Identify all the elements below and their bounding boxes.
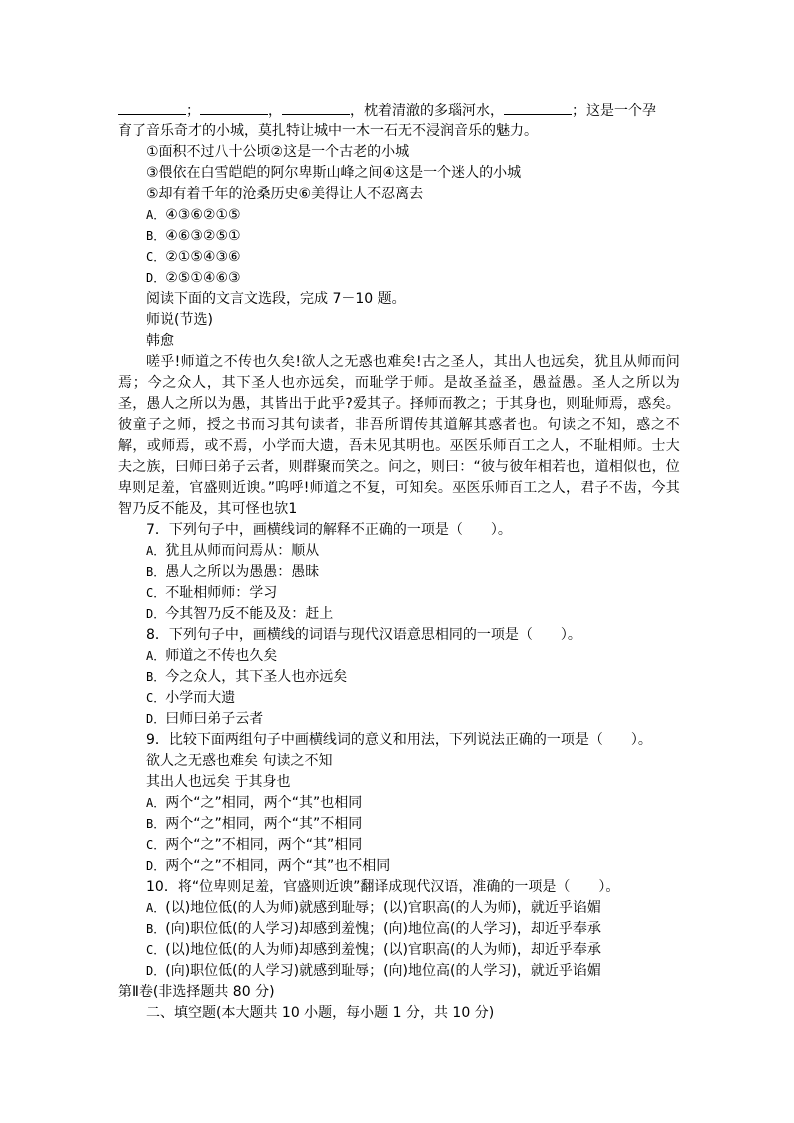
option-text: ④⑥③②⑤① bbox=[165, 228, 241, 244]
option-letter: C． bbox=[146, 586, 166, 600]
option-text: 曰师曰弟子云者 bbox=[165, 711, 264, 727]
option-letter: D． bbox=[146, 964, 166, 978]
option-letter: B． bbox=[146, 229, 166, 243]
q6-item-line: ③偎依在白雪皑皑的阿尔卑斯山峰之间④这是一个迷人的小城 bbox=[146, 165, 522, 181]
option-letter: A． bbox=[146, 544, 166, 558]
option-letter: B． bbox=[146, 670, 166, 684]
option-text: ②⑤①④⑥③ bbox=[165, 270, 241, 286]
q10-stem: 10．将“位卑则足羞，官盛则近谀”翻译成现代汉语，准确的一项是（ ）。 bbox=[146, 879, 620, 895]
option-letter: A． bbox=[146, 208, 166, 222]
option-letter: D． bbox=[146, 859, 166, 873]
option-letter: D． bbox=[146, 607, 166, 621]
q8-stem: 8．下列句子中，画横线的词语与现代汉语意思相同的一项是（ ）。 bbox=[146, 627, 582, 643]
q9-option-b bbox=[118, 814, 680, 835]
exam-page bbox=[118, 100, 680, 1024]
q10-option-a bbox=[118, 898, 680, 919]
option-text: (以)地位低(的人为师)却感到羞愧；(以)官职高(的人为师)，却近乎奉承 bbox=[165, 942, 601, 958]
option-letter: B． bbox=[146, 817, 166, 831]
separator: ；这是一个孕 bbox=[572, 103, 656, 119]
option-text: 师道之不传也久矣 bbox=[165, 648, 278, 664]
option-text: 今其智乃反不能及及：赶上 bbox=[165, 606, 334, 622]
q9-pair: 欲人之无惑也难矣 句读之不知 bbox=[146, 753, 333, 769]
q6-option-c bbox=[118, 247, 680, 268]
q9-option-c bbox=[118, 835, 680, 856]
q6-item-line: ⑤却有着千年的沧桑历史⑥美得让人不忍离去 bbox=[146, 186, 424, 202]
option-text: ②①⑤④③⑥ bbox=[165, 249, 241, 265]
option-letter: A． bbox=[146, 901, 166, 915]
separator: ， bbox=[268, 103, 282, 119]
q6-option-d bbox=[118, 268, 680, 289]
separator: ，枕着清澈的多瑙河水， bbox=[350, 103, 504, 119]
fill-blank bbox=[200, 100, 268, 115]
q6-stem-line1 bbox=[118, 100, 680, 121]
option-letter: C． bbox=[146, 838, 166, 852]
q9-pair: 其出人也远矣 于其身也 bbox=[146, 774, 291, 790]
option-text: 两个“之”相同，两个“其”也相同 bbox=[165, 795, 363, 811]
option-letter: C． bbox=[146, 943, 166, 957]
q8-option-c bbox=[118, 688, 680, 709]
option-text: 愚人之所以为愚愚：愚昧 bbox=[165, 564, 320, 580]
option-text: 不耻相师师：学习 bbox=[165, 585, 278, 601]
fill-blank bbox=[504, 100, 572, 115]
q7-option-d bbox=[118, 604, 680, 625]
q9-option-d bbox=[118, 856, 680, 877]
q10-option-c bbox=[118, 940, 680, 961]
part2-section-heading: 二、填空题(本大题共 10 小题，每小题 1 分，共 10 分) bbox=[146, 1005, 495, 1021]
option-text: 两个“之”相同，两个“其”不相同 bbox=[165, 816, 363, 832]
q8-option-a bbox=[118, 646, 680, 667]
fill-blank bbox=[118, 100, 186, 115]
option-letter: A． bbox=[146, 796, 166, 810]
q8-option-b bbox=[118, 667, 680, 688]
passage-title: 师说(节选) bbox=[146, 312, 213, 328]
option-text: 两个“之”不相同，两个“其”也不相同 bbox=[165, 858, 391, 874]
q6-item-line: ①面积不过八十公顷②这是一个古老的小城 bbox=[146, 144, 410, 160]
option-text: (向)职位低(的人学习)却感到羞愧；(向)地位高(的人学习)，却近乎奉承 bbox=[165, 921, 601, 937]
q6-stem-line2: 育了音乐奇才的小城，莫扎特让城中一木一石无不浸润音乐的魅力。 bbox=[118, 123, 538, 139]
option-text: 今之众人，其下圣人也亦远矣 bbox=[165, 669, 348, 685]
option-letter: C． bbox=[146, 250, 166, 264]
q10-option-b bbox=[118, 919, 680, 940]
q9-stem: 9．比较下面两组句子中画横线词的意义和用法，下列说法正确的一项是（ ）。 bbox=[146, 732, 652, 748]
q7-option-a bbox=[118, 541, 680, 562]
q7-stem: 7．下列句子中，画横线词的解释不正确的一项是（ ）。 bbox=[146, 522, 512, 538]
q10-option-d bbox=[118, 961, 680, 982]
fill-blank bbox=[282, 100, 350, 115]
option-letter: D． bbox=[146, 271, 166, 285]
q7-option-b bbox=[118, 562, 680, 583]
reading-instruction: 阅读下面的文言文选段，完成 7－10 题。 bbox=[146, 291, 406, 307]
option-letter: B． bbox=[146, 565, 166, 579]
q6-option-a bbox=[118, 205, 680, 226]
option-letter: D． bbox=[146, 712, 166, 726]
q8-option-d bbox=[118, 709, 680, 730]
q9-option-a bbox=[118, 793, 680, 814]
option-letter: A． bbox=[146, 649, 166, 663]
separator: ； bbox=[186, 103, 200, 119]
option-letter: B． bbox=[146, 922, 166, 936]
passage-author: 韩愈 bbox=[146, 333, 174, 349]
option-text: 犹且从师而问焉从：顺从 bbox=[165, 543, 320, 559]
option-text: (向)职位低(的人学习)就感到耻辱；(向)地位高(的人学习)，就近乎谄媚 bbox=[165, 963, 601, 979]
q7-option-c bbox=[118, 583, 680, 604]
option-letter: C． bbox=[146, 691, 166, 705]
passage-body: 嗟乎!师道之不传也久矣!欲人之无惑也难矣!古之圣人，其出人也远矣，犹且从师而问焉；今之众人，其下圣人也亦远矣，而耻学于师。是故圣益圣，愚益愚。圣人之所以为圣，愚人之所以为愚，其皆出于此乎?爱其子。择师而教之；于其身也，则耻师焉，惑矣。彼童子之师，授之书而习其句读者，非吾所谓传其道解其惑者也。句读之不知，惑之不解，或师焉，或不焉，小学而大遗，吾未见其明也。巫医乐师百工之人，不耻相师。士大夫之族，曰师曰弟子云者，则群聚而笑之。问之，则曰：“彼与彼年相若也，道相似也，位卑则足羞，官盛则近谀。”呜呼!师道之不复，可知矣。巫医乐师百工之人，君子不齿，今其智乃反不能及，其可怪也欤1 bbox=[118, 354, 680, 517]
option-text: 小学而大遗 bbox=[165, 690, 236, 706]
option-text: (以)地位低(的人为师)就感到耻辱；(以)官职高(的人为师)，就近乎谄媚 bbox=[165, 900, 601, 916]
option-text: 两个“之”不相同，两个“其”相同 bbox=[165, 837, 363, 853]
option-text: ④③⑥②①⑤ bbox=[165, 207, 241, 223]
part2-title: 第Ⅱ卷(非选择题共 80 分) bbox=[118, 984, 275, 1000]
q6-option-b bbox=[118, 226, 680, 247]
